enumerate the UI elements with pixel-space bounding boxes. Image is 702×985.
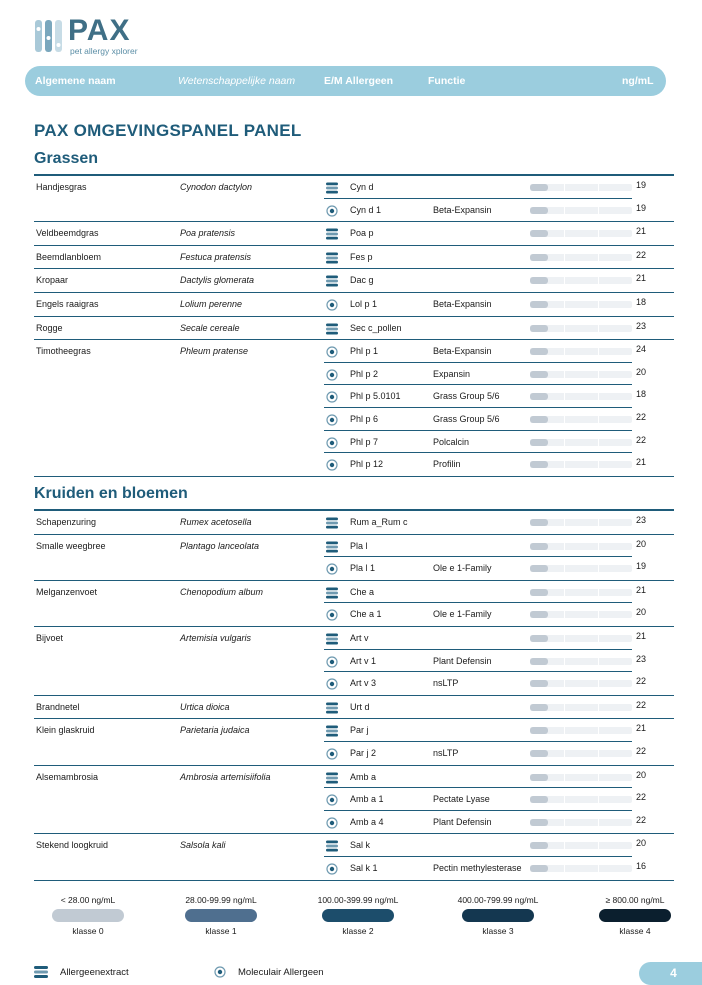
table-row (34, 603, 674, 626)
allergen-group (34, 246, 674, 270)
allergen-value: 21 (636, 457, 647, 468)
allergen-function: Grass Group 5/6 (433, 413, 500, 424)
allergen-component: Cyn d (350, 182, 374, 192)
table-row (34, 246, 674, 269)
pax-logo-icon (34, 18, 64, 54)
common-name: Klein glaskruid (36, 725, 95, 736)
allergen-value: 24 (636, 344, 647, 355)
allergen-component: Phl p 5.0101 (350, 391, 401, 402)
value-bar-fill (530, 230, 548, 237)
molecular-allergen-icon (326, 437, 338, 449)
allergen-component: Dac g (350, 275, 374, 286)
legend-swatch (599, 909, 671, 922)
header-function: Functie (428, 75, 466, 87)
footer-molecular-label: Moleculair Allergeen (238, 966, 324, 978)
footer-extract-label: Allergeenextract (60, 966, 129, 978)
table-row (34, 557, 674, 580)
legend-item (33, 895, 143, 936)
allergen-value: 21 (636, 584, 647, 595)
allergen-component: Phl p 7 (350, 436, 379, 447)
table-row (34, 627, 674, 650)
allergen-value: 21 (636, 630, 647, 641)
value-bar-fill (530, 543, 548, 550)
allergen-component: Phl p 1 (350, 346, 379, 357)
allergen-function: Beta-Expansin (433, 204, 492, 215)
scientific-name: Chenopodium album (180, 586, 264, 597)
allergen-extract-icon (34, 966, 48, 978)
allergen-component: Urt d (350, 701, 370, 712)
allergen-value: 22 (636, 411, 647, 422)
header-allergen: E/M Allergeen (324, 75, 394, 87)
value-bar (530, 207, 632, 214)
value-bar-fill (530, 704, 548, 711)
value-bar-fill (530, 727, 548, 734)
scientific-name: Ambrosia artemisiifolia (180, 771, 271, 782)
value-bar-fill (530, 325, 548, 332)
legend-range: 28.00-99.99 ng/mL (185, 895, 257, 905)
value-bar-fill (530, 254, 548, 261)
value-bar (530, 254, 632, 261)
page-number: 4 (639, 962, 702, 985)
scientific-name: Lolium perenne (180, 298, 243, 309)
common-name: Bijvoet (36, 632, 64, 643)
legend-swatch (322, 909, 394, 922)
allergen-value: 18 (636, 389, 647, 400)
common-name: Kropaar (36, 275, 69, 286)
allergen-group (34, 696, 674, 720)
allergen-component: Sec c_pollen (350, 322, 402, 333)
allergen-extract-icon (326, 702, 338, 714)
common-name: Schapenzuring (36, 517, 97, 527)
table-row (34, 535, 674, 558)
value-bar (530, 519, 632, 526)
allergen-group (34, 511, 674, 535)
section-title: Grassen (34, 150, 99, 167)
value-bar-fill (530, 565, 548, 572)
table-row (34, 222, 674, 245)
scientific-name: Poa pratensis (180, 228, 236, 239)
molecular-allergen-icon (326, 369, 338, 381)
allergen-function: Pectate Lyase (433, 794, 490, 805)
value-bar (530, 865, 632, 872)
legend-class: klasse 1 (205, 926, 237, 936)
value-bar (530, 565, 632, 572)
molecular-allergen-icon (326, 656, 338, 668)
allergen-component: Phl p 6 (350, 413, 379, 424)
allergen-group (34, 222, 674, 246)
molecular-allergen-icon (326, 299, 338, 311)
molecular-allergen-icon (214, 966, 226, 978)
common-name: Brandnetel (36, 701, 80, 712)
section-title: Kruiden en bloemen (34, 485, 188, 502)
molecular-allergen-icon (326, 459, 338, 471)
value-bar-fill (530, 371, 548, 378)
allergen-function: Beta-Expansin (433, 298, 492, 309)
allergen-value: 23 (636, 653, 647, 664)
allergen-extract-icon (326, 275, 338, 287)
value-bar (530, 230, 632, 237)
allergen-value: 20 (636, 366, 647, 377)
allergen-value: 22 (636, 699, 647, 710)
common-name: Veldbeemdgras (36, 228, 99, 239)
value-bar (530, 611, 632, 618)
allergen-group (34, 581, 674, 627)
value-bar-fill (530, 635, 548, 642)
value-bar (530, 439, 632, 446)
scientific-name: Cynodon dactylon (180, 182, 253, 192)
common-name: Beemdlanbloem (36, 251, 102, 262)
value-bar (530, 727, 632, 734)
allergen-value: 22 (636, 249, 647, 260)
allergen-value: 21 (636, 273, 647, 284)
allergen-group (34, 340, 674, 477)
scientific-name: Dactylis glomerata (180, 275, 255, 286)
scientific-name: Salsola kali (180, 840, 226, 851)
table-row (34, 269, 674, 292)
allergen-component: Sal k (350, 840, 371, 851)
allergen-extract-icon (326, 228, 338, 240)
allergen-component: Amb a (350, 771, 377, 782)
allergen-function: Expansin (433, 368, 471, 379)
section-kruiden-en-bloemen (34, 485, 674, 881)
molecular-allergen-icon (326, 794, 338, 806)
value-bar (530, 680, 632, 687)
allergen-group (34, 719, 674, 765)
allergen-extract-icon (326, 840, 338, 852)
table-row (34, 317, 674, 340)
value-bar (530, 416, 632, 423)
allergen-component: Sal k 1 (350, 862, 378, 873)
common-name: Alsemambrosia (36, 771, 99, 782)
legend-range: 100.00-399.99 ng/mL (317, 895, 399, 905)
allergen-function: Grass Group 5/6 (433, 391, 500, 402)
molecular-allergen-icon (326, 609, 338, 621)
value-bar-fill (530, 680, 548, 687)
allergen-value: 19 (636, 561, 647, 572)
allergen-value: 22 (636, 745, 647, 756)
value-bar (530, 658, 632, 665)
value-bar-fill (530, 301, 548, 308)
value-bar-fill (530, 277, 548, 284)
allergen-function: nsLTP (433, 678, 459, 689)
molecular-allergen-icon (326, 346, 338, 358)
table-row (34, 176, 674, 199)
value-bar (530, 371, 632, 378)
allergen-function: Beta-Expansin (433, 346, 492, 357)
table-row (34, 834, 674, 857)
allergen-extract-icon (326, 772, 338, 784)
panel-title: PAX OMGEVINGSPANEL PANEL (34, 121, 302, 140)
legend-item (303, 895, 413, 936)
allergen-component: Che a 1 (350, 609, 382, 620)
common-name: Rogge (36, 322, 63, 333)
legend-swatch (462, 909, 534, 922)
value-bar (530, 277, 632, 284)
legend-range: 400.00-799.99 ng/mL (457, 895, 539, 905)
table-row (34, 742, 674, 765)
allergen-value: 20 (636, 538, 647, 549)
allergen-function: Profilin (433, 459, 461, 470)
allergen-component: Cyn d 1 (350, 204, 382, 215)
legend-class: klasse 2 (342, 926, 374, 936)
value-bar (530, 393, 632, 400)
allergen-group (34, 269, 674, 293)
value-bar-fill (530, 519, 548, 526)
value-bar (530, 750, 632, 757)
allergen-extract-icon (326, 541, 338, 553)
table-row (34, 385, 674, 408)
scientific-name: Parietaria judaica (180, 725, 250, 736)
allergen-function: Plant Defensin (433, 655, 492, 666)
allergen-component: Art v 1 (350, 655, 377, 666)
value-bar-fill (530, 819, 548, 826)
allergen-component: Poa p (350, 228, 374, 239)
legend-class: klasse 0 (72, 926, 104, 936)
allergen-component: Amb a 4 (350, 816, 384, 827)
footer-molecular-legend (214, 966, 324, 978)
allergen-value: 22 (636, 676, 647, 687)
allergen-value: 20 (636, 838, 647, 849)
table-row (34, 719, 674, 742)
pax-logo (34, 16, 154, 58)
value-bar-fill (530, 589, 548, 596)
allergen-value: 20 (636, 607, 647, 618)
allergen-component: Pla l 1 (350, 563, 376, 574)
table-row (34, 293, 674, 316)
value-bar-fill (530, 416, 548, 423)
allergen-component: Lol p 1 (350, 298, 378, 309)
value-bar (530, 774, 632, 781)
allergen-value: 22 (636, 434, 647, 445)
value-bar-fill (530, 842, 548, 849)
allergen-value: 18 (636, 296, 647, 307)
allergen-function: Plant Defensin (433, 816, 492, 827)
common-name: Handjesgras (36, 182, 87, 192)
table-row (34, 363, 674, 386)
table-row (34, 199, 674, 222)
molecular-allergen-icon (326, 563, 338, 575)
value-bar-fill (530, 184, 548, 191)
allergen-component: Phl p 2 (350, 368, 379, 379)
allergen-component: Par j (350, 725, 369, 736)
allergen-value: 20 (636, 769, 647, 780)
footer-extract-legend (34, 966, 129, 978)
allergen-extract-icon (326, 633, 338, 645)
molecular-allergen-icon (326, 817, 338, 829)
scientific-name: Secale cereale (180, 322, 240, 333)
value-bar-fill (530, 611, 548, 618)
allergen-value: 21 (636, 226, 647, 237)
common-name: Smalle weegbree (36, 540, 106, 551)
molecular-allergen-icon (326, 205, 338, 217)
allergen-extract-icon (326, 587, 338, 599)
legend-range: < 28.00 ng/mL (60, 895, 116, 905)
legend-item (443, 895, 553, 936)
table-row (34, 766, 674, 789)
header-scientific-name: Wetenschappelijke naam (178, 75, 296, 87)
allergen-group (34, 317, 674, 341)
molecular-allergen-icon (326, 863, 338, 875)
value-bar-fill (530, 796, 548, 803)
section-grassen (34, 150, 674, 477)
value-bar-fill (530, 461, 548, 468)
value-bar (530, 184, 632, 191)
scientific-name: Urtica dioica (180, 701, 230, 712)
allergen-group (34, 834, 674, 880)
scientific-name: Rumex acetosella (180, 517, 252, 527)
table-row (34, 408, 674, 431)
allergen-component: Par j 2 (350, 747, 377, 758)
value-bar (530, 543, 632, 550)
allergen-extract-icon (326, 517, 338, 529)
header-common-name: Algemene naam (35, 75, 116, 87)
legend-class: klasse 4 (619, 926, 651, 936)
value-bar (530, 589, 632, 596)
allergen-component: Phl p 12 (350, 459, 384, 470)
allergen-group (34, 176, 674, 222)
table-row (34, 581, 674, 604)
legend-swatch (185, 909, 257, 922)
table-row (34, 511, 674, 534)
value-bar (530, 819, 632, 826)
allergen-value: 23 (636, 515, 647, 525)
allergen-component: Rum a_Rum c (350, 517, 408, 527)
value-bar (530, 301, 632, 308)
allergen-component: Pla l (350, 540, 368, 551)
allergen-component: Art v (350, 632, 369, 643)
table-row (34, 672, 674, 695)
allergen-component: Fes p (350, 251, 373, 262)
value-bar-fill (530, 774, 548, 781)
allergen-function: Ole e 1-Family (433, 563, 492, 574)
common-name: Timotheegras (36, 346, 91, 357)
table-row (34, 431, 674, 454)
value-bar-fill (530, 393, 548, 400)
allergen-value: 22 (636, 792, 647, 803)
molecular-allergen-icon (326, 678, 338, 690)
value-bar-fill (530, 348, 548, 355)
table-row (34, 857, 674, 880)
allergen-function: Ole e 1-Family (433, 609, 492, 620)
allergen-value: 23 (636, 320, 647, 331)
table-row (34, 788, 674, 811)
legend-class: klasse 3 (482, 926, 514, 936)
allergen-function: Polcalcin (433, 436, 470, 447)
value-bar (530, 704, 632, 711)
value-bar (530, 325, 632, 332)
allergen-extract-icon (326, 725, 338, 737)
allergen-value: 19 (636, 180, 647, 190)
allergen-value: 16 (636, 860, 647, 871)
allergen-function: Pectin methylesterase (433, 862, 522, 873)
value-bar-fill (530, 750, 548, 757)
allergen-value: 21 (636, 723, 647, 734)
legend-swatch (52, 909, 124, 922)
value-bar-fill (530, 865, 548, 872)
scientific-name: Phleum pratense (180, 346, 249, 357)
allergen-group (34, 627, 674, 696)
table-row (34, 811, 674, 834)
table-row (34, 696, 674, 719)
table-row (34, 650, 674, 673)
allergen-group (34, 766, 674, 835)
allergen-function: nsLTP (433, 747, 459, 758)
allergen-component: Amb a 1 (350, 794, 384, 805)
scientific-name: Plantago lanceolata (180, 540, 260, 551)
common-name: Stekend loogkruid (36, 840, 109, 851)
allergen-value: 22 (636, 814, 647, 825)
allergen-group (34, 535, 674, 581)
table-header-bar (25, 66, 666, 96)
table-row (34, 453, 674, 476)
allergen-extract-icon (326, 182, 338, 194)
brand-tagline: pet allergy xplorer (70, 46, 138, 56)
allergen-extract-icon (326, 252, 338, 264)
value-bar (530, 796, 632, 803)
allergen-group (34, 293, 674, 317)
value-bar-fill (530, 439, 548, 446)
header-unit: ng/mL (622, 75, 654, 87)
value-bar-fill (530, 658, 548, 665)
legend-item (166, 895, 276, 936)
value-bar (530, 842, 632, 849)
allergen-value: 19 (636, 202, 647, 213)
table-row (34, 340, 674, 363)
legend-range: ≥ 800.00 ng/mL (605, 895, 665, 905)
value-bar (530, 461, 632, 468)
allergen-component: Art v 3 (350, 678, 377, 689)
molecular-allergen-icon (326, 414, 338, 426)
scientific-name: Festuca pratensis (180, 251, 252, 262)
molecular-allergen-icon (326, 748, 338, 760)
common-name: Melganzenvoet (36, 586, 98, 597)
common-name: Engels raaigras (36, 298, 99, 309)
value-bar-fill (530, 207, 548, 214)
value-bar (530, 635, 632, 642)
brand-name: PAX (68, 14, 131, 47)
allergen-component: Che a (350, 586, 375, 597)
legend-item (580, 895, 690, 936)
scientific-name: Artemisia vulgaris (180, 632, 252, 643)
allergen-extract-icon (326, 323, 338, 335)
molecular-allergen-icon (326, 391, 338, 403)
value-bar (530, 348, 632, 355)
